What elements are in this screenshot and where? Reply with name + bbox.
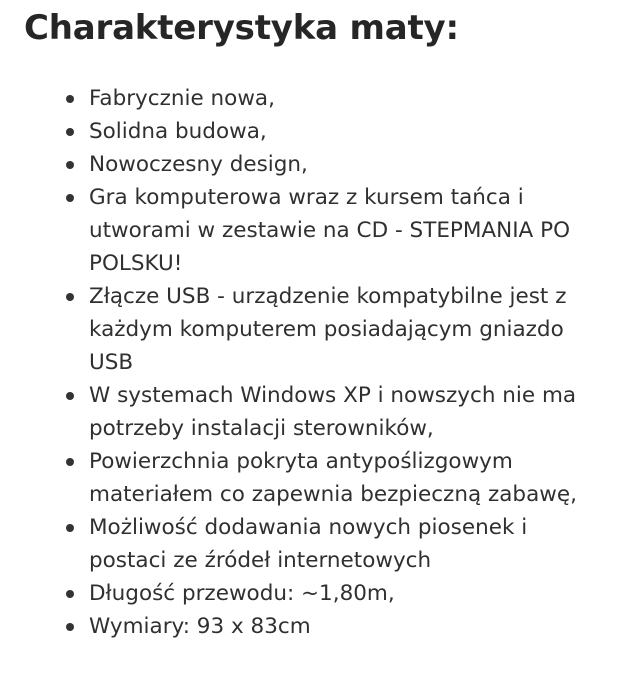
list-item-text: Możliwość dodawania nowych piosenek i postaci ze źródeł internetowych	[89, 515, 528, 573]
bullet-icon	[66, 590, 74, 598]
bullet-icon	[66, 194, 74, 202]
list-item	[64, 610, 604, 643]
list-item-text: Powierzchnia pokryta antypoślizgowym materiałem co zapewnia bezpieczną zabawę,	[89, 449, 577, 507]
list-item-text: Wymiary: 93 x 83cm	[89, 614, 311, 639]
page-title: Charakterystyka maty:	[24, 8, 459, 48]
list-item-text: Gra komputerowa wraz z kursem tańca i utworami w zestawie na CD - STEPMANIA PO POLSKU!	[89, 185, 570, 276]
bullet-icon	[66, 623, 74, 631]
bullet-icon	[66, 524, 74, 532]
bullet-icon	[66, 458, 74, 466]
list-item	[64, 280, 604, 379]
list-item-text: Złącze USB - urządzenie kompatybilne jest z każdym komputerem posiadającym gniazdo USB	[89, 284, 567, 375]
list-item-text: Długość przewodu: ~1,80m,	[89, 581, 395, 606]
list-item	[64, 379, 604, 445]
list-item-text: W systemach Windows XP i nowszych nie ma potrzeby instalacji sterowników,	[89, 383, 577, 441]
list-item	[64, 82, 604, 115]
list-item	[64, 577, 604, 610]
bullet-icon	[66, 161, 74, 169]
list-item	[64, 445, 604, 511]
list-item-text: Solidna budowa,	[89, 119, 267, 144]
list-item	[64, 181, 604, 280]
list-item-text: Fabrycznie nowa,	[89, 86, 275, 111]
bullet-icon	[66, 128, 74, 136]
features-list	[64, 82, 604, 643]
list-item	[64, 511, 604, 577]
list-item	[64, 115, 604, 148]
list-item-text: Nowoczesny design,	[89, 152, 308, 177]
bullet-icon	[66, 95, 74, 103]
list-item	[64, 148, 604, 181]
bullet-icon	[66, 392, 74, 400]
bullet-icon	[66, 293, 74, 301]
